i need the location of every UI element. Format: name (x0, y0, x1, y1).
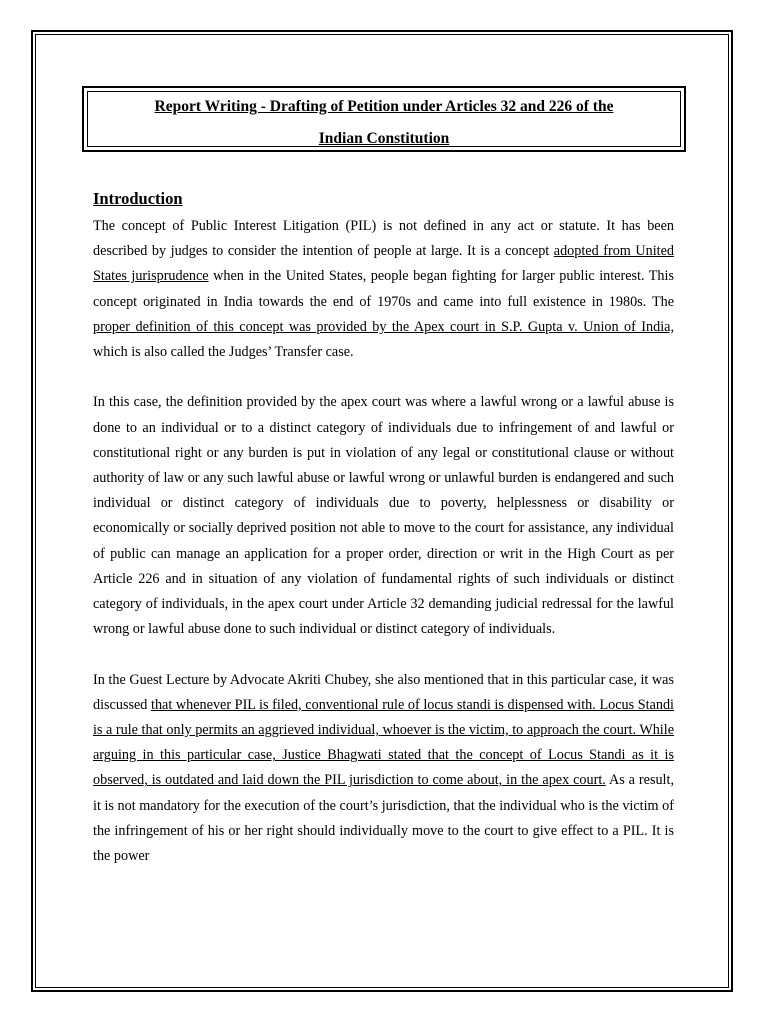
paragraph-text: As a result, it is not mandatory for the execution of the court’s jurisdiction, that the individual who is the victim of the infringement of his or her right should individually move to the court to give effect to a PIL. It is the power (93, 772, 674, 865)
paragraph-text: In the Guest Lecture by Advocate Akriti Chubey, she also mentioned that in this particular case, it was discussed (93, 671, 674, 713)
document-body (93, 214, 674, 894)
paragraph-text: The concept of Public Interest Litigation (PIL) is not defined in any act or statute. It has been described by judges to consider the intention of people at large. It is a concept (93, 218, 674, 260)
underlined-text: proper definition of this concept was provided by the Apex court in S.P. Gupta v. Union of India, (93, 318, 674, 335)
paragraph (93, 668, 674, 870)
underlined-text: that whenever PIL is filed, conventional rule of locus standi is dispensed with. Locus Standi is a rule that only permits an aggrieved individual, whoever is the victim, to approach the court. While arguing in this particular case, Justice Bhagwati stated that the concept of Locus Standi as it is observed, is outdated and laid down the PIL jurisdiction to come about, in the apex court. (93, 696, 674, 789)
document-title-line-2: Indian Constitution (318, 130, 450, 147)
document-title-line-1: Report Writing - Drafting of Petition under Articles 32 and 226 of the (154, 98, 614, 115)
paragraph (93, 390, 674, 642)
underlined-text: adopted from United States jurisprudence (93, 243, 674, 285)
document-title (88, 91, 680, 155)
paragraph-text: which is also called the Judges’ Transfer case. (93, 344, 354, 361)
section-heading-introduction: Introduction (93, 189, 183, 208)
paragraph-text: In this case, the definition provided by the apex court was where a lawful wrong or a lawful abuse is done to an individual or to a distinct category of individuals due to infringement of and lawful or constitutional right or any burden is put in violation of any legal or constitutional clause or without authority of law or any such lawful abuse or lawful wrong or unlawful burden is endangered and such individual or distinct category of individuals due to poverty, helplessness or disability or economically or socially deprived position not able to move to the court for assistance, any individual of public can manage an application for a proper order, direction or writ in the High Court as per Article 226 and in situation of any violation of fundamental rights of such individuals or distinct category of individuals, in the apex court under Article 32 demanding judicial redressal for the lawful wrong or lawful abuse done to such individual or distinct category of individuals. (93, 394, 674, 638)
paragraph-text: when in the United States, people began fighting for larger public interest. This concept originated in India towards the end of 1970s and came into full existence in 1980s. The (93, 268, 674, 310)
paragraph (93, 214, 674, 365)
